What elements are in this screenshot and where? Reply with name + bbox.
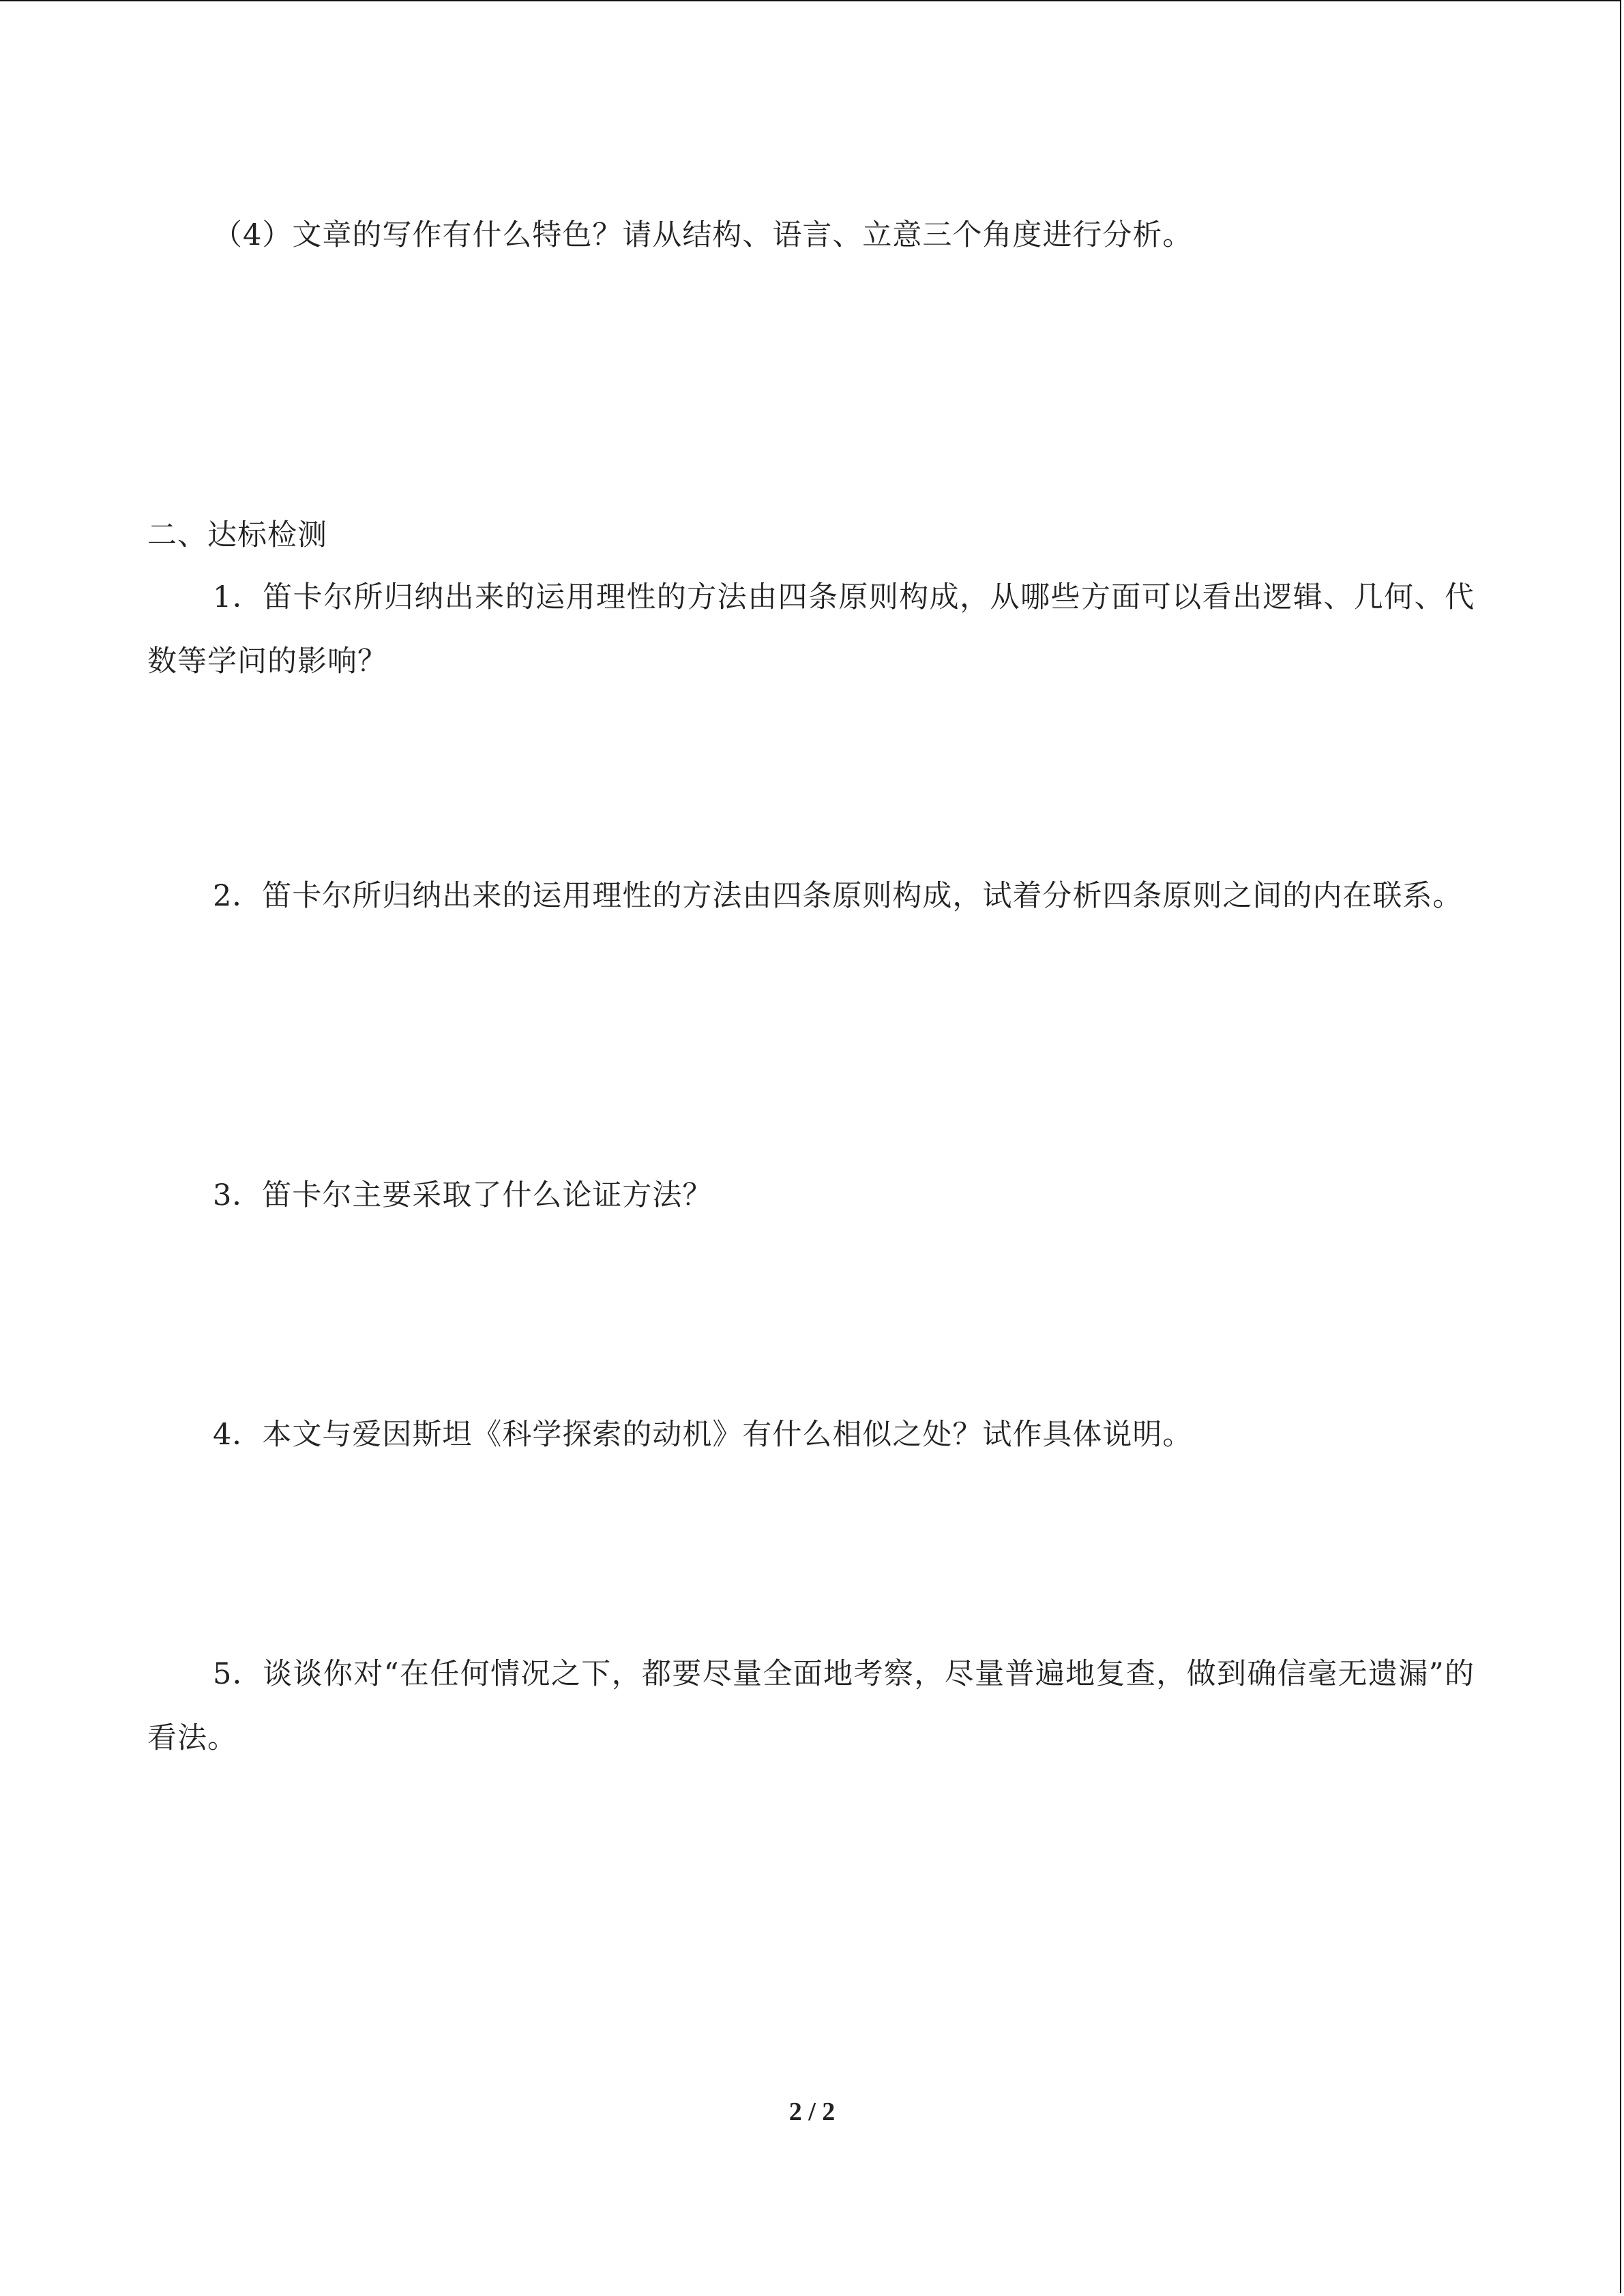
assessment-question-5: 5．谈谈你对“在任何情况之下，都要尽量全面地考察，尽量普遍地复查，做到确信毫无遗漏”的看法。 (147, 1657, 1475, 1755)
assessment-question-2: 2．笛卡尔所归纳出来的运用理性的方法由四条原则构成，试着分析四条原则之间的内在联系。 (213, 879, 1463, 913)
question-4-writing-features: （4）文章的写作有什么特色？请从结构、语言、立意三个角度进行分析。 (213, 218, 1193, 252)
assessment-question-3: 3．笛卡尔主要采取了什么论证方法？ (213, 1178, 713, 1212)
assessment-question-1: 1．笛卡尔所归纳出来的运用理性的方法由四条原则构成，从哪些方面可以看出逻辑、几何、代数等学问的影响？ (147, 580, 1475, 679)
page-number: 2 / 2 (788, 2098, 836, 2126)
assessment-question-4: 4．本文与爱因斯坦《科学探索的动机》有什么相似之处？试作具体说明。 (213, 1418, 1193, 1452)
section-heading-assessment: 二、达标检测 (147, 518, 327, 552)
